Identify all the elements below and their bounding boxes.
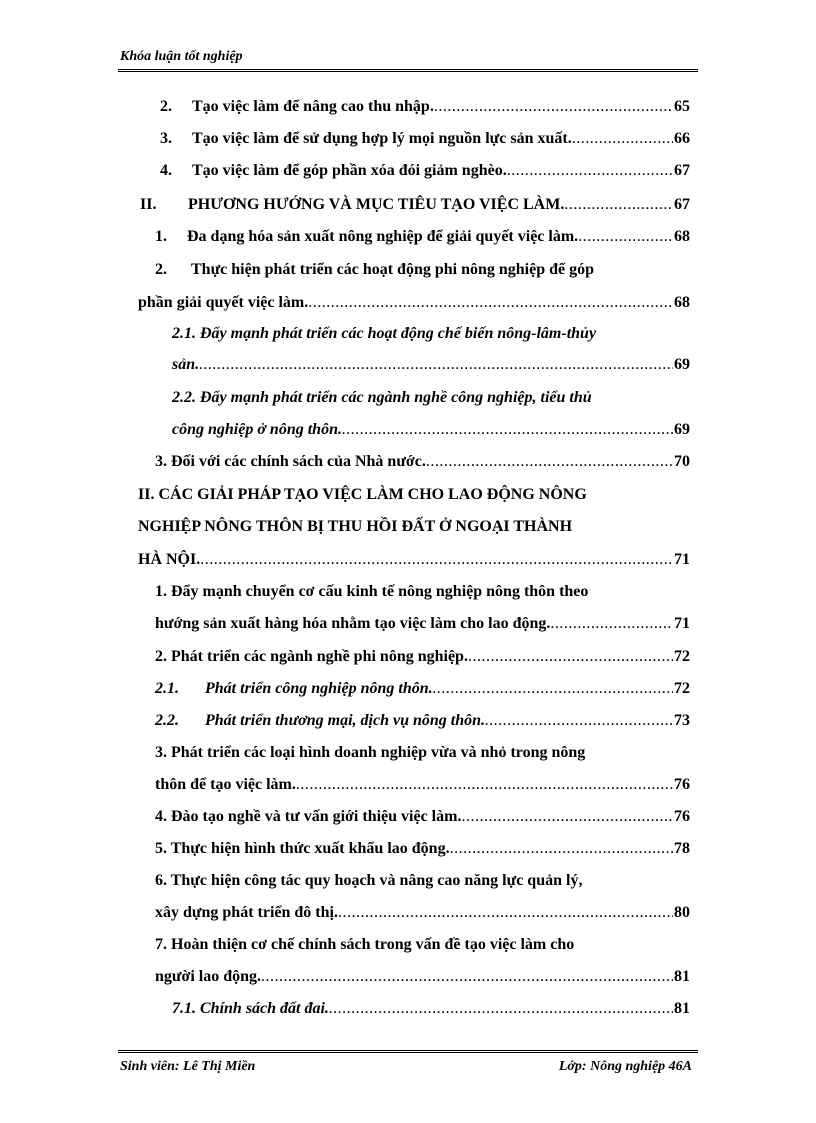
toc-page-number: 72 [674,680,690,697]
toc-entry[interactable] [160,159,690,183]
toc-entry[interactable] [160,127,690,151]
toc-leader-dots [338,901,673,925]
toc-leader-dots [468,645,673,669]
toc-entry-title: Phát triển công nghiệp nông thôn. [205,680,433,697]
toc-entry-title: 3. Phát triển các loại hình doanh nghiệp vừa và nhỏ trong nông [155,744,586,761]
toc-leader-dots [434,95,673,119]
document-footer [120,1057,692,1077]
toc-entry-continuation[interactable] [138,291,690,315]
toc-entry-continuation[interactable] [138,515,690,539]
toc-entry-title: Tạo việc làm để sử dụng hợp lý mọi nguồn lực sản xuất. [192,130,572,147]
toc-entry-title: thôn để tạo việc làm. [155,776,296,793]
toc-entry[interactable] [155,869,690,893]
toc-leader-dots [426,450,673,474]
toc-entry-number: 2.2. [155,712,179,729]
toc-entry-number: 2.1. [155,680,179,697]
toc-entry-title: NGHIỆP NÔNG THÔN BỊ THU HỒI ĐẤT Ở NGOẠI THÀNH [138,518,573,535]
toc-entry[interactable] [172,997,690,1021]
toc-entry[interactable] [155,805,690,829]
toc-page-number: 81 [674,968,690,985]
toc-entry-title: 2.2. Đẩy mạnh phát triển các ngành nghề công nghiệp, tiểu thủ [172,389,592,406]
toc-page-number: 76 [674,776,690,793]
toc-page-number: 66 [674,130,690,147]
toc-entry-title: PHƯƠNG HƯỚNG VÀ MỤC TIÊU TẠO VIỆC LÀM. [188,196,565,213]
toc-leader-dots [507,159,673,183]
toc-leader-dots [485,709,673,733]
toc-entry-number: 2. [160,98,172,115]
toc-entry-title: Tạo việc làm để góp phần xóa đói giảm nghèo. [192,162,507,179]
toc-leader-dots [296,773,673,797]
toc-leader-dots [461,805,673,829]
toc-entry[interactable] [172,322,690,346]
toc-entry-title: hướng sản xuất hàng hóa nhằm tạo việc làm cho lao động. [155,615,551,632]
toc-entry[interactable] [155,645,690,669]
toc-entry[interactable] [155,450,690,474]
toc-entry[interactable] [155,741,690,765]
footer-class: Lớp: Nông nghiệp 46A [558,1059,692,1074]
toc-entry-continuation[interactable] [172,418,690,442]
toc-leader-dots [342,418,673,442]
toc-entry-title: II. CÁC GIẢI PHÁP TẠO VIỆC LÀM CHO LAO ĐỘNG NÔNG [138,486,587,503]
toc-leader-dots [450,837,673,861]
toc-page-number: 78 [674,840,690,857]
toc-entry-number: 4. [160,162,172,179]
toc-entry-title: 1. Đẩy mạnh chuyển cơ cấu kinh tế nông nghiệp nông thôn theo [155,583,589,600]
toc-entry-continuation[interactable] [155,965,690,989]
toc-entry-number: II. [140,196,157,213]
toc-leader-dots [433,677,673,701]
toc-page-number: 73 [674,712,690,729]
toc-entry-title: 4. Đào tạo nghề và tư vấn giới thiệu việc làm. [155,808,462,825]
toc-page-number: 71 [674,551,690,568]
toc-leader-dots [572,127,673,151]
toc-entry[interactable] [155,933,690,957]
toc-entry-continuation[interactable] [155,612,690,636]
toc-entry-title: phần giải quyết việc làm. [138,294,309,311]
toc-entry-title: 7. Hoàn thiện cơ chế chính sách trong vấn đề tạo việc làm cho [155,936,575,953]
toc-entry[interactable] [155,677,690,701]
toc-entry[interactable] [155,837,690,861]
toc-leader-dots [308,291,673,315]
toc-leader-dots [261,965,673,989]
toc-entry-title: 2. Phát triển các ngành nghề phi nông nghiệp. [155,648,468,665]
toc-entry-title: HÀ NỘI. [138,551,201,568]
toc-entry[interactable] [160,95,690,119]
toc-entry-title: 3. Đối với các chính sách của Nhà nước. [155,453,426,470]
toc-entry[interactable] [155,580,690,604]
toc-entry[interactable] [172,386,690,410]
toc-entry-title: 2.1. Đẩy mạnh phát triển các hoạt động chế biến nông-lâm-thủy [172,325,597,342]
toc-page-number: 65 [674,98,690,115]
toc-page-number: 72 [674,648,690,665]
toc-entry-title: Thực hiện phát triển các hoạt động phi nông nghiệp để góp [191,261,595,278]
toc-entry-continuation[interactable] [138,548,690,572]
toc-entry-number: 3. [160,130,172,147]
toc-entry-title: 5. Thực hiện hình thức xuất khẩu lao động. [155,840,450,857]
toc-leader-dots [329,997,673,1021]
toc-entry-continuation[interactable] [172,353,690,377]
toc-leader-dots [550,612,673,636]
toc-entry-number: 1. [155,228,167,245]
toc-entry-title: công nghiệp ở nông thôn. [172,421,342,438]
toc-leader-dots [578,225,673,249]
toc-entry[interactable] [155,225,690,249]
toc-entry-title: sản. [172,356,200,373]
toc-entry[interactable] [155,258,690,282]
toc-page-number: 68 [674,294,690,311]
toc-page-number: 67 [674,162,690,179]
toc-page-number: 69 [674,421,690,438]
toc-entry-title: 6. Thực hiện công tác quy hoạch và nâng cao năng lực quản lý, [155,872,583,889]
toc-entry[interactable] [155,709,690,733]
toc-entry-title: Phát triển thương mại, dịch vụ nông thôn. [205,712,486,729]
footer-rule [118,1050,698,1053]
toc-page-number: 80 [674,904,690,921]
toc-entry[interactable] [140,193,690,217]
toc-entry-continuation[interactable] [155,901,690,925]
toc-page-number: 69 [674,356,690,373]
toc-entry-title: xây dựng phát triển đô thị. [155,904,338,921]
toc-page-number: 68 [674,228,690,245]
toc-page-number: 71 [674,615,690,632]
footer-student: Sinh viên: Lê Thị Miền [120,1059,256,1074]
toc-entry-title: 7.1. Chính sách đất đai. [172,1000,329,1017]
toc-entry-title: Tạo việc làm để nâng cao thu nhập. [192,98,434,115]
toc-page-number: 67 [674,196,690,213]
toc-entry-title: Đa dạng hóa sản xuất nông nghiệp để giải quyết việc làm. [187,228,579,245]
toc-leader-dots [564,193,673,217]
toc-page-number: 81 [674,1000,690,1017]
document-header: Khóa luận tốt nghiệp [120,49,243,64]
header-rule [118,69,698,72]
toc-leader-dots [200,548,673,572]
toc-entry[interactable] [138,483,690,507]
toc-entry-number: 2. [155,261,167,278]
toc-page-number: 76 [674,808,690,825]
toc-entry-title: người lao động. [155,968,262,985]
toc-page-number: 70 [674,453,690,470]
toc-entry-continuation[interactable] [155,773,690,797]
toc-leader-dots [199,353,673,377]
